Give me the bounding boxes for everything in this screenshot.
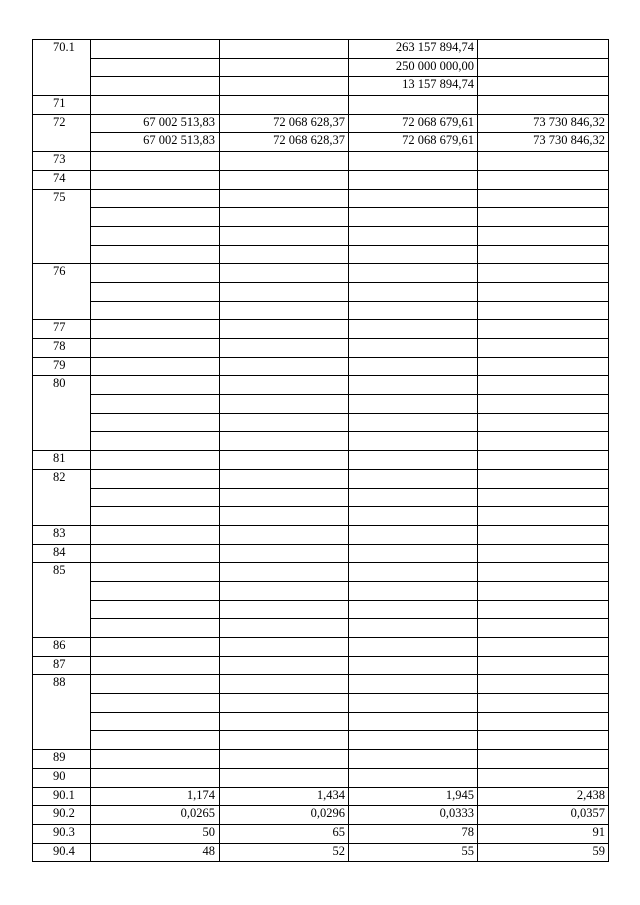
row-code-cell: 73 [33,152,91,171]
value-cell-col-2 [220,264,349,283]
value-cell-col-2 [220,152,349,171]
value-cell-col-3 [349,339,478,358]
value-cell-col-3 [349,152,478,171]
value-cell-col-3 [349,451,478,470]
value-cell-col-4 [478,525,609,544]
value-cell-col-1 [91,675,220,694]
value-cell-col-3 [349,376,478,395]
value-cell-col-1 [91,96,220,115]
value-cell-col-2 [220,226,349,245]
value-cell-col-1 [91,282,220,301]
value-cell-col-3 [349,357,478,376]
value-cell-col-2 [220,563,349,582]
table-row [33,581,609,600]
table-row [33,77,609,96]
table-row [33,488,609,507]
value-cell-col-2 [220,694,349,713]
value-cell-col-4 [478,264,609,283]
value-cell-col-3 [349,170,478,189]
value-cell-col-2 [220,395,349,414]
table-row [33,563,609,582]
value-cell-col-1 [91,40,220,59]
value-cell-col-2 [220,170,349,189]
value-cell-col-3 [349,525,478,544]
table-row [33,432,609,451]
value-cell-col-3 [349,638,478,657]
value-cell-col-1 [91,563,220,582]
value-cell-col-3: 72 068 679,61 [349,133,478,152]
value-cell-col-3 [349,488,478,507]
value-cell-col-3 [349,581,478,600]
value-cell-col-3 [349,619,478,638]
value-cell-col-1 [91,264,220,283]
table-row [33,469,609,488]
value-cell-col-1 [91,357,220,376]
value-cell-col-2 [220,469,349,488]
value-cell-col-3 [349,320,478,339]
row-code-cell: 72 [33,114,91,151]
value-cell-col-4 [478,96,609,115]
value-cell-col-4 [478,750,609,769]
value-cell-col-2 [220,525,349,544]
row-code-cell: 88 [33,675,91,750]
value-cell-col-1 [91,750,220,769]
value-cell-col-4 [478,768,609,787]
value-cell-col-4 [478,189,609,208]
value-cell-col-4 [478,638,609,657]
value-cell-col-1 [91,525,220,544]
value-cell-col-1 [91,488,220,507]
value-cell-col-4 [478,413,609,432]
value-cell-col-4 [478,40,609,59]
value-cell-col-4 [478,488,609,507]
value-cell-col-3 [349,563,478,582]
table-row [33,619,609,638]
row-code-cell: 89 [33,750,91,769]
value-cell-col-2: 0,0296 [220,806,349,825]
value-cell-col-4 [478,357,609,376]
value-cell-col-3 [349,264,478,283]
value-cell-col-2 [220,301,349,320]
value-cell-col-2 [220,189,349,208]
value-cell-col-3 [349,768,478,787]
value-cell-col-1 [91,451,220,470]
value-cell-col-2 [220,488,349,507]
value-cell-col-2: 72 068 628,37 [220,114,349,133]
value-cell-col-1 [91,77,220,96]
indicator-table [32,39,609,862]
table-row [33,376,609,395]
table-row [33,525,609,544]
value-cell-col-1 [91,600,220,619]
value-cell-col-2: 72 068 628,37 [220,133,349,152]
value-cell-col-1: 67 002 513,83 [91,114,220,133]
value-cell-col-4 [478,600,609,619]
row-code-cell: 86 [33,638,91,657]
value-cell-col-1 [91,208,220,227]
value-cell-col-2: 65 [220,824,349,843]
table-row [33,208,609,227]
value-cell-col-3: 55 [349,843,478,862]
value-cell-col-1 [91,301,220,320]
value-cell-col-1 [91,189,220,208]
value-cell-col-2 [220,320,349,339]
table-row [33,824,609,843]
row-code-cell: 85 [33,563,91,638]
value-cell-col-4 [478,731,609,750]
value-cell-col-2 [220,768,349,787]
value-cell-col-4: 73 730 846,32 [478,133,609,152]
table-row [33,413,609,432]
table-row [33,451,609,470]
table-row [33,544,609,563]
table-row [33,675,609,694]
table-row [33,339,609,358]
table-row [33,843,609,862]
value-cell-col-2 [220,58,349,77]
value-cell-col-3 [349,750,478,769]
value-cell-col-3 [349,413,478,432]
table-row [33,806,609,825]
table-row [33,787,609,806]
value-cell-col-3 [349,245,478,264]
table-row [33,245,609,264]
value-cell-col-3 [349,675,478,694]
value-cell-col-4: 2,438 [478,787,609,806]
value-cell-col-4 [478,619,609,638]
table-row [33,189,609,208]
table-row [33,656,609,675]
value-cell-col-4 [478,170,609,189]
table-row [33,264,609,283]
value-cell-col-4 [478,507,609,526]
table-row [33,320,609,339]
value-cell-col-1 [91,694,220,713]
row-code-cell: 90.2 [33,806,91,825]
value-cell-col-3 [349,395,478,414]
value-cell-col-2 [220,432,349,451]
row-code-cell: 80 [33,376,91,451]
row-code-cell: 83 [33,525,91,544]
value-cell-col-3 [349,282,478,301]
value-cell-col-1: 1,174 [91,787,220,806]
value-cell-col-4 [478,376,609,395]
value-cell-col-4 [478,152,609,171]
value-cell-col-2 [220,581,349,600]
value-cell-col-4 [478,675,609,694]
table-row [33,395,609,414]
row-code-cell: 82 [33,469,91,525]
value-cell-col-2 [220,282,349,301]
value-cell-col-3: 72 068 679,61 [349,114,478,133]
value-cell-col-1 [91,432,220,451]
value-cell-col-4 [478,77,609,96]
table-row [33,507,609,526]
table-row [33,600,609,619]
row-code-cell: 77 [33,320,91,339]
value-cell-col-3: 250 000 000,00 [349,58,478,77]
value-cell-col-1 [91,731,220,750]
table-row [33,750,609,769]
value-cell-col-2 [220,96,349,115]
value-cell-col-4 [478,656,609,675]
value-cell-col-2: 52 [220,843,349,862]
value-cell-col-2 [220,656,349,675]
row-code-cell: 75 [33,189,91,264]
value-cell-col-4 [478,339,609,358]
row-code-cell: 79 [33,357,91,376]
value-cell-col-4 [478,451,609,470]
table-row [33,768,609,787]
value-cell-col-4 [478,581,609,600]
row-code-cell: 90.3 [33,824,91,843]
value-cell-col-3 [349,544,478,563]
value-cell-col-3: 78 [349,824,478,843]
value-cell-col-3: 1,945 [349,787,478,806]
value-cell-col-2 [220,638,349,657]
row-code-cell: 71 [33,96,91,115]
value-cell-col-2 [220,600,349,619]
value-cell-col-1 [91,320,220,339]
value-cell-col-1 [91,245,220,264]
table-row [33,40,609,59]
value-cell-col-1 [91,469,220,488]
value-cell-col-3 [349,189,478,208]
value-cell-col-4: 91 [478,824,609,843]
value-cell-col-3 [349,432,478,451]
value-cell-col-1 [91,170,220,189]
table-row [33,731,609,750]
value-cell-col-2 [220,507,349,526]
row-code-cell: 76 [33,264,91,320]
value-cell-col-2: 1,434 [220,787,349,806]
value-cell-col-1 [91,152,220,171]
row-code-cell: 84 [33,544,91,563]
table-row [33,170,609,189]
value-cell-col-1 [91,376,220,395]
value-cell-col-1 [91,339,220,358]
value-cell-col-1 [91,226,220,245]
value-cell-col-4 [478,208,609,227]
value-cell-col-4 [478,245,609,264]
table-row [33,357,609,376]
table-row [33,282,609,301]
value-cell-col-3: 0,0333 [349,806,478,825]
value-cell-col-4 [478,712,609,731]
row-code-cell: 78 [33,339,91,358]
value-cell-col-3 [349,694,478,713]
value-cell-col-2 [220,544,349,563]
table-row [33,694,609,713]
value-cell-col-2 [220,675,349,694]
table-row [33,114,609,133]
value-cell-col-2 [220,451,349,470]
value-cell-col-1 [91,395,220,414]
value-cell-col-4 [478,432,609,451]
value-cell-col-2 [220,357,349,376]
row-code-cell: 90.1 [33,787,91,806]
value-cell-col-4 [478,58,609,77]
table-row [33,712,609,731]
value-cell-col-4 [478,395,609,414]
value-cell-col-1 [91,638,220,657]
value-cell-col-3 [349,226,478,245]
value-cell-col-2 [220,619,349,638]
value-cell-col-3 [349,301,478,320]
value-cell-col-1 [91,656,220,675]
table-row [33,58,609,77]
value-cell-col-2 [220,245,349,264]
value-cell-col-4 [478,469,609,488]
value-cell-col-1: 0,0265 [91,806,220,825]
value-cell-col-3 [349,656,478,675]
value-cell-col-1 [91,544,220,563]
row-code-cell: 90.4 [33,843,91,862]
value-cell-col-2 [220,208,349,227]
value-cell-col-3 [349,507,478,526]
value-cell-col-2 [220,712,349,731]
indicator-table-body [33,40,609,862]
value-cell-col-4: 0,0357 [478,806,609,825]
value-cell-col-1 [91,507,220,526]
value-cell-col-4 [478,226,609,245]
value-cell-col-2 [220,77,349,96]
row-code-cell: 70.1 [33,40,91,96]
value-cell-col-2 [220,750,349,769]
value-cell-col-1 [91,581,220,600]
value-cell-col-2 [220,40,349,59]
value-cell-col-3 [349,600,478,619]
value-cell-col-4 [478,694,609,713]
value-cell-col-4 [478,320,609,339]
table-row [33,133,609,152]
value-cell-col-3: 13 157 894,74 [349,77,478,96]
value-cell-col-4 [478,544,609,563]
value-cell-col-4 [478,301,609,320]
value-cell-col-3 [349,469,478,488]
table-row [33,152,609,171]
value-cell-col-1 [91,58,220,77]
value-cell-col-2 [220,731,349,750]
row-code-cell: 74 [33,170,91,189]
value-cell-col-3 [349,731,478,750]
table-row [33,301,609,320]
value-cell-col-1 [91,712,220,731]
value-cell-col-3: 263 157 894,74 [349,40,478,59]
row-code-cell: 87 [33,656,91,675]
table-row [33,226,609,245]
value-cell-col-3 [349,96,478,115]
value-cell-col-2 [220,376,349,395]
value-cell-col-3 [349,712,478,731]
value-cell-col-4: 73 730 846,32 [478,114,609,133]
value-cell-col-4 [478,563,609,582]
value-cell-col-1: 50 [91,824,220,843]
value-cell-col-1 [91,768,220,787]
value-cell-col-1: 48 [91,843,220,862]
value-cell-col-4: 59 [478,843,609,862]
value-cell-col-1 [91,619,220,638]
value-cell-col-1 [91,413,220,432]
value-cell-col-3 [349,208,478,227]
row-code-cell: 81 [33,451,91,470]
value-cell-col-2 [220,413,349,432]
row-code-cell: 90 [33,768,91,787]
value-cell-col-2 [220,339,349,358]
value-cell-col-4 [478,282,609,301]
table-row [33,638,609,657]
value-cell-col-1: 67 002 513,83 [91,133,220,152]
table-row [33,96,609,115]
